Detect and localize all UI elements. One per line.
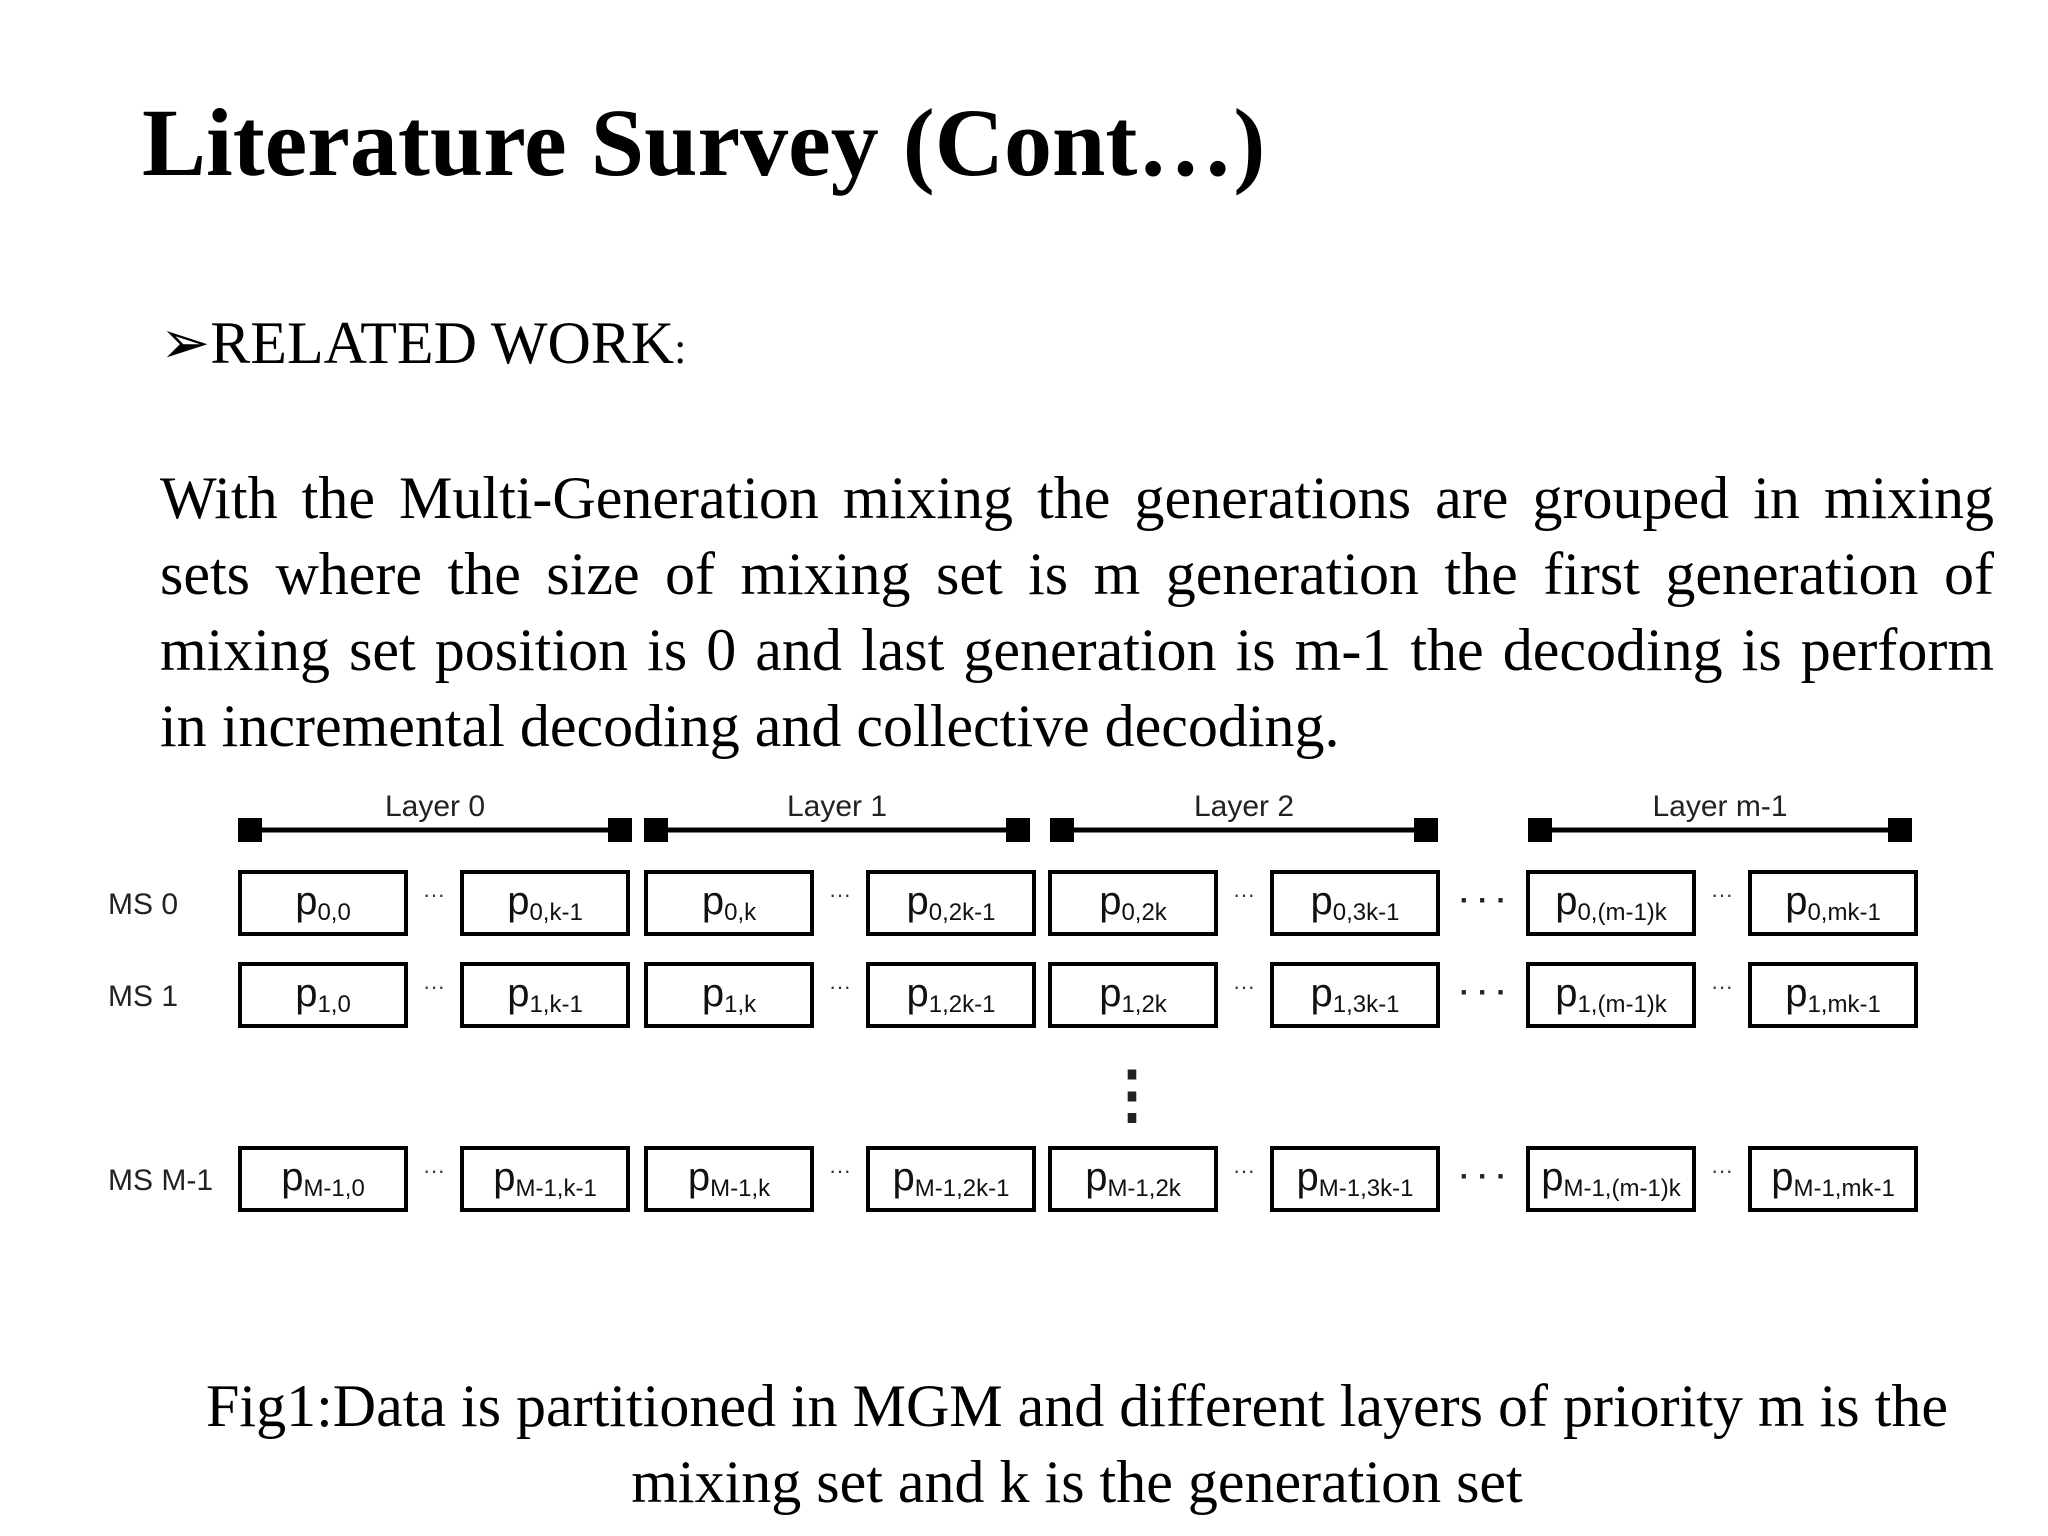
- inner-ellipsis: ···: [1711, 974, 1733, 999]
- packet-label: pM-1,(m-1)k: [1541, 1155, 1681, 1202]
- packet-label: p1,mk-1: [1785, 971, 1881, 1018]
- packet-label: pM-1,3k-1: [1296, 1155, 1414, 1202]
- mgm-partition-diagram: [100, 776, 1950, 1236]
- layer-bracket-endcap: [238, 818, 262, 842]
- packet-label: p1,(m-1)k: [1555, 971, 1667, 1018]
- inner-ellipsis: ···: [423, 974, 445, 999]
- layer-label: Layer m-1: [1652, 790, 1788, 823]
- packet-label: pM-1,0: [281, 1155, 365, 1202]
- group-ellipsis: · · ·: [1459, 884, 1507, 917]
- packet-label: pM-1,k: [687, 1155, 771, 1202]
- packet-label: pM-1,2k-1: [892, 1155, 1010, 1202]
- inner-ellipsis: ···: [829, 974, 851, 999]
- group-ellipsis: · · ·: [1459, 976, 1507, 1009]
- section-heading-colon: :: [674, 324, 687, 373]
- slide-title: Literature Survey (Cont…): [142, 89, 1266, 196]
- section-heading-label: RELATED WORK: [210, 310, 675, 376]
- packet-label: p1,k-1: [507, 971, 583, 1018]
- inner-ellipsis: ···: [829, 1158, 851, 1183]
- layer-bracket-endcap: [608, 818, 632, 842]
- bullet-arrow-icon: ➢: [160, 310, 211, 376]
- packet-label: p1,0: [295, 971, 351, 1018]
- layer-label: Layer 0: [384, 790, 486, 823]
- inner-ellipsis: ···: [1233, 882, 1255, 907]
- packet-label: p0,0: [295, 879, 351, 926]
- packet-label: pM-1,k-1: [493, 1155, 597, 1202]
- layer-bracket-endcap: [644, 818, 668, 842]
- inner-ellipsis: ···: [1711, 1158, 1733, 1183]
- packet-label: p0,2k: [1099, 879, 1167, 926]
- group-ellipsis: · · ·: [1459, 1160, 1507, 1193]
- layer-bracket-endcap: [1888, 818, 1912, 842]
- packet-label: p0,3k-1: [1310, 879, 1400, 926]
- layer-bracket-endcap: [1528, 818, 1552, 842]
- inner-ellipsis: ···: [423, 882, 445, 907]
- packet-label: p0,k: [701, 879, 757, 926]
- layer-label: Layer 2: [1193, 790, 1295, 823]
- packet-label: p0,mk-1: [1785, 879, 1881, 926]
- inner-ellipsis: ···: [829, 882, 851, 907]
- inner-ellipsis: ···: [1711, 882, 1733, 907]
- packet-label: p0,k-1: [507, 879, 583, 926]
- packet-label: pM-1,mk-1: [1771, 1155, 1895, 1202]
- inner-ellipsis: ···: [1233, 974, 1255, 999]
- inner-ellipsis: ···: [423, 1158, 445, 1183]
- vertical-ellipsis: ⋮: [1100, 1058, 1164, 1130]
- layer-bracket-endcap: [1414, 818, 1438, 842]
- body-paragraph: With the Multi-Generation mixing the generations are grouped in mixing sets where the size of mixing set is m generation the first generation of mixing set position is 0 and last generation is m-1 the decoding is perform in incremental decoding and collective decoding.: [160, 465, 1994, 759]
- packet-label: p1,2k-1: [906, 971, 996, 1018]
- packet-label: p1,k: [701, 971, 757, 1018]
- inner-ellipsis: ···: [1233, 1158, 1255, 1183]
- section-heading: [160, 308, 686, 384]
- packet-label: p1,2k: [1099, 971, 1167, 1018]
- layer-bracket-endcap: [1006, 818, 1030, 842]
- mixing-set-row-label: MS M-1: [108, 1164, 213, 1197]
- packet-label: p0,(m-1)k: [1555, 879, 1667, 926]
- layer-label: Layer 1: [786, 790, 888, 823]
- layer-bracket-endcap: [1050, 818, 1074, 842]
- packet-label: p1,3k-1: [1310, 971, 1400, 1018]
- figure-caption: Fig1:Data is partitioned in MGM and different layers of priority m is the mixing set and k is the generation set: [206, 1373, 1948, 1515]
- mixing-set-row-label: MS 1: [108, 980, 179, 1013]
- packet-label: p0,2k-1: [906, 879, 996, 926]
- mixing-set-row-label: MS 0: [108, 888, 179, 921]
- packet-label: pM-1,2k: [1085, 1155, 1181, 1202]
